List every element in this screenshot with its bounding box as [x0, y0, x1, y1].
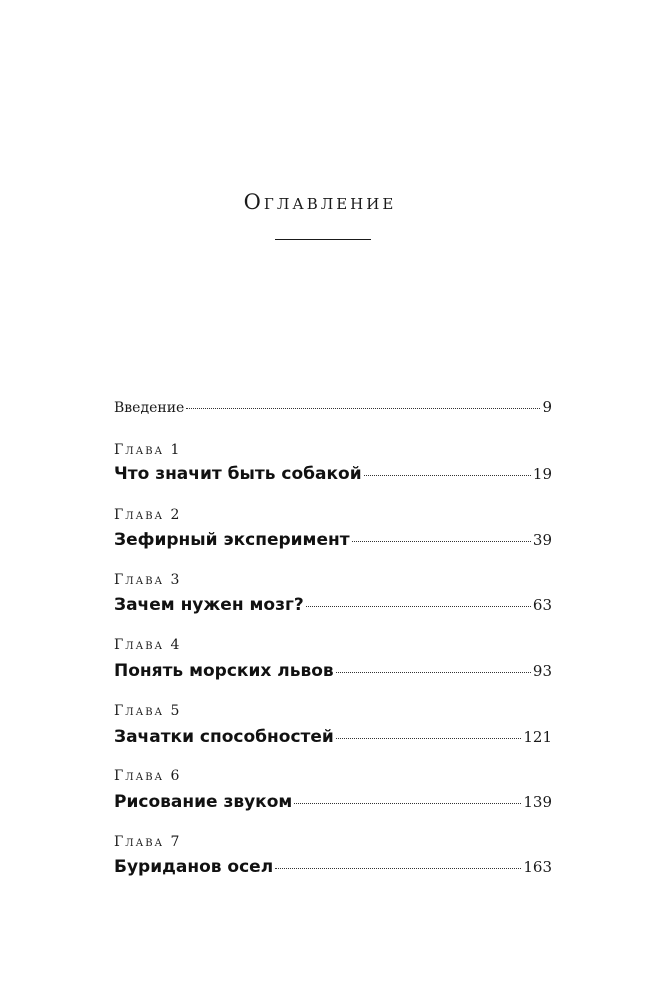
dot-leader: [306, 606, 531, 607]
dot-leader: [186, 408, 540, 409]
chapter-label: Глава 2: [114, 507, 182, 523]
dot-leader: [352, 541, 531, 542]
dot-leader: [336, 672, 531, 673]
toc-entry-title: Зачем нужен мозг?: [114, 595, 304, 615]
toc-entry-title: Рисование звуком: [114, 792, 293, 812]
chapter-label: Глава 1: [114, 442, 182, 458]
toc-entry-chapter-1[interactable]: [114, 464, 552, 484]
toc-entry-chapter-2[interactable]: [114, 530, 552, 550]
toc-entry-title: Зефирный эксперимент: [114, 530, 350, 550]
toc-entry-page: 139: [523, 793, 552, 811]
toc-entry-page: 39: [532, 531, 552, 549]
dot-leader: [294, 803, 521, 804]
toc-entry-page: 63: [532, 596, 552, 614]
chapter-label: Глава 6: [114, 768, 182, 784]
toc-entry-chapter-5[interactable]: [114, 727, 552, 747]
dot-leader: [336, 738, 522, 739]
dot-leader: [364, 475, 531, 476]
toc-entry-chapter-6[interactable]: [114, 792, 552, 812]
toc-entry-title: Зачатки способностей: [114, 727, 334, 747]
title-underline: [275, 239, 371, 240]
toc-entry-chapter-4[interactable]: [114, 661, 552, 681]
toc-entry-intro[interactable]: [114, 398, 552, 416]
toc-entry-title: Введение: [114, 400, 185, 416]
toc-entry-page: 163: [523, 858, 552, 876]
toc-entry-page: 93: [532, 662, 552, 680]
toc-entry-page: 121: [523, 728, 552, 746]
toc-entry-page: 9: [542, 398, 552, 416]
dot-leader: [275, 868, 521, 869]
chapter-label: Глава 4: [114, 637, 182, 653]
toc-entry-title: Понять морских львов: [114, 661, 334, 681]
page-title: Оглавление: [243, 190, 397, 214]
toc-entry-chapter-7[interactable]: [114, 857, 552, 877]
toc-entry-chapter-3[interactable]: [114, 595, 552, 615]
toc-entry-title: Буриданов осел: [114, 857, 274, 877]
chapter-label: Глава 7: [114, 834, 182, 850]
chapter-label: Глава 3: [114, 572, 182, 588]
toc-entry-title: Что значит быть собакой: [114, 464, 362, 484]
toc-entry-page: 19: [532, 465, 552, 483]
chapter-label: Глава 5: [114, 703, 182, 719]
